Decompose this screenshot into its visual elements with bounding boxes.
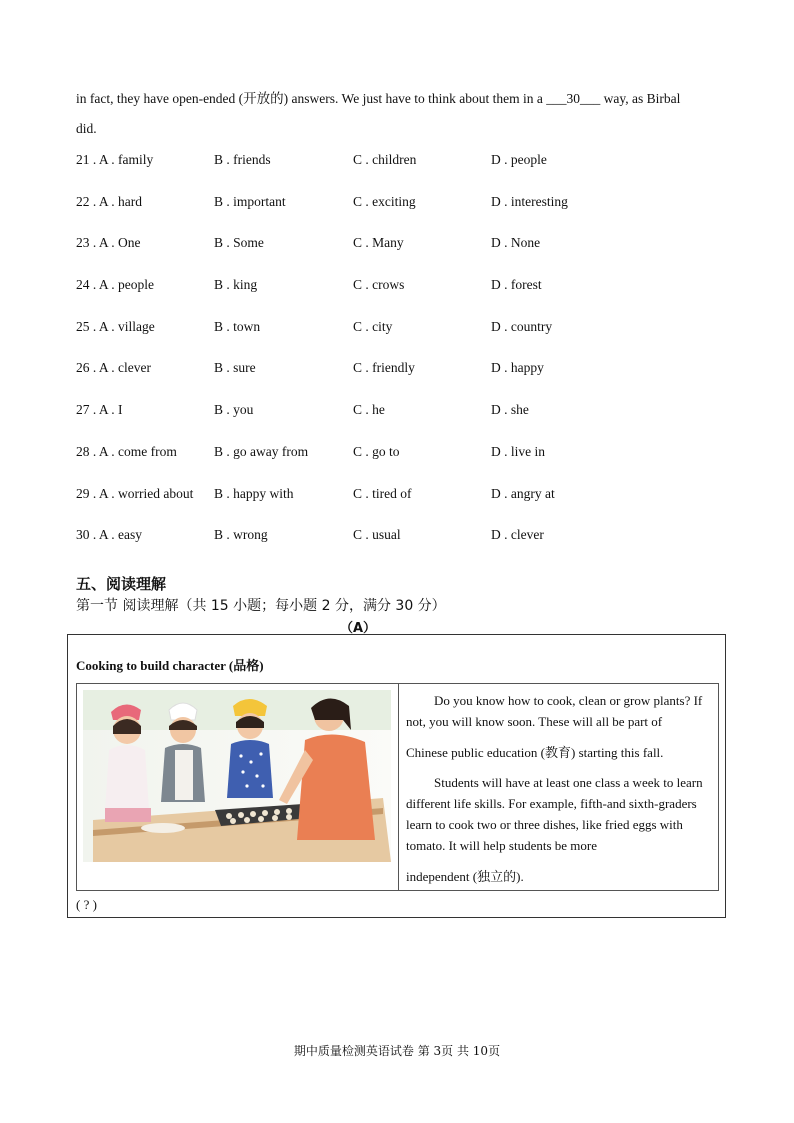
option-d: D . angry at [491,486,555,501]
reading-box [67,634,726,918]
question-30: 30 . A . easy B . wrong C . usual D . clever [76,527,544,542]
section-heading: 五、阅读理解 [76,575,167,593]
passage-line-2: did. [76,121,97,136]
article-table [76,683,719,891]
cooking-class-photo [83,690,391,862]
option-d: D . she [491,402,529,417]
option-c: C . children [353,152,417,167]
option-b: B . sure [214,360,256,375]
answer-blank: ( ? ) [76,897,97,912]
option-b: B . friends [214,152,271,167]
question-25: 25 . A . village B . town C . city D . country [76,319,553,334]
option-b: B . go away from [214,444,309,459]
question-24: 24 . A . people B . king C . crows D . forest [76,277,542,292]
option-c: C . go to [353,444,400,459]
option-c: C . city [353,319,393,334]
option-c: C . usual [353,527,401,542]
option-b: B . king [214,277,258,292]
option-b: B . Some [214,235,264,250]
question-21: 21 . A . family B . friends C . children D . people [76,152,547,167]
option-d: D . people [491,152,547,167]
option-d: D . happy [491,360,544,375]
option-b: B . important [214,194,286,209]
option-c: C . exciting [353,194,416,209]
option-d: D . country [491,319,553,334]
option-d: D . forest [491,277,542,292]
question-27: 27 . A . I B . you C . he D . she [76,402,529,417]
option-b: B . town [214,319,261,334]
question-28: 28 . A . come from B . go away from C . go to D . live in [76,444,545,459]
option-d: D . clever [491,527,544,542]
page-footer: 期中质量检测英语试卷 第 3页 共 10页 [293,1044,501,1058]
question-29: 29 . A . worried about B . happy with C . tired of D . angry at [76,486,555,501]
photo-cell [77,684,399,890]
option-c: C . tired of [353,486,412,501]
option-b: B . you [214,402,254,417]
option-b: B . happy with [214,486,294,501]
paragraph-1b: Chinese public education (教育) starting this fall. [406,745,664,760]
section-subheading: 第一节 阅读理解（共 15 小题；每小题 2 分，满分 30 分） [76,598,446,614]
option-c: C . friendly [353,360,415,375]
article-title: Cooking to build character (品格) [76,658,264,673]
question-26: 26 . A . clever B . sure C . friendly D . happy [76,360,544,375]
paragraph-2b: independent (独立的). [406,869,524,884]
option-d: D . live in [491,444,545,459]
part-label: （A） [340,621,377,636]
passage-line-1: in fact, they have open-ended (开放的) answers. We just have to think about them in a ___30___ way, as Birbal [76,91,681,106]
question-23: 23 . A . One B . Some C . Many D . None [76,235,541,250]
option-d: D . interesting [491,194,568,209]
question-22: 22 . A . hard B . important C . exciting D . interesting [76,194,568,209]
option-c: C . Many [353,235,404,250]
option-b: B . wrong [214,527,268,542]
option-c: C . crows [353,277,405,292]
paragraph-2a: Students will have at least one class a week to learn different life skills. For example, fifth-and sixth-graders learn to cook two or three dishes, like fried eggs with tomato. It will help students be more [406,775,703,853]
paragraph-1a: Do you know how to cook, clean or grow plants? If not, you will know soon. These will all be part of [406,693,703,729]
option-c: C . he [353,402,385,417]
article-text [406,690,714,887]
option-d: D . None [491,235,541,250]
